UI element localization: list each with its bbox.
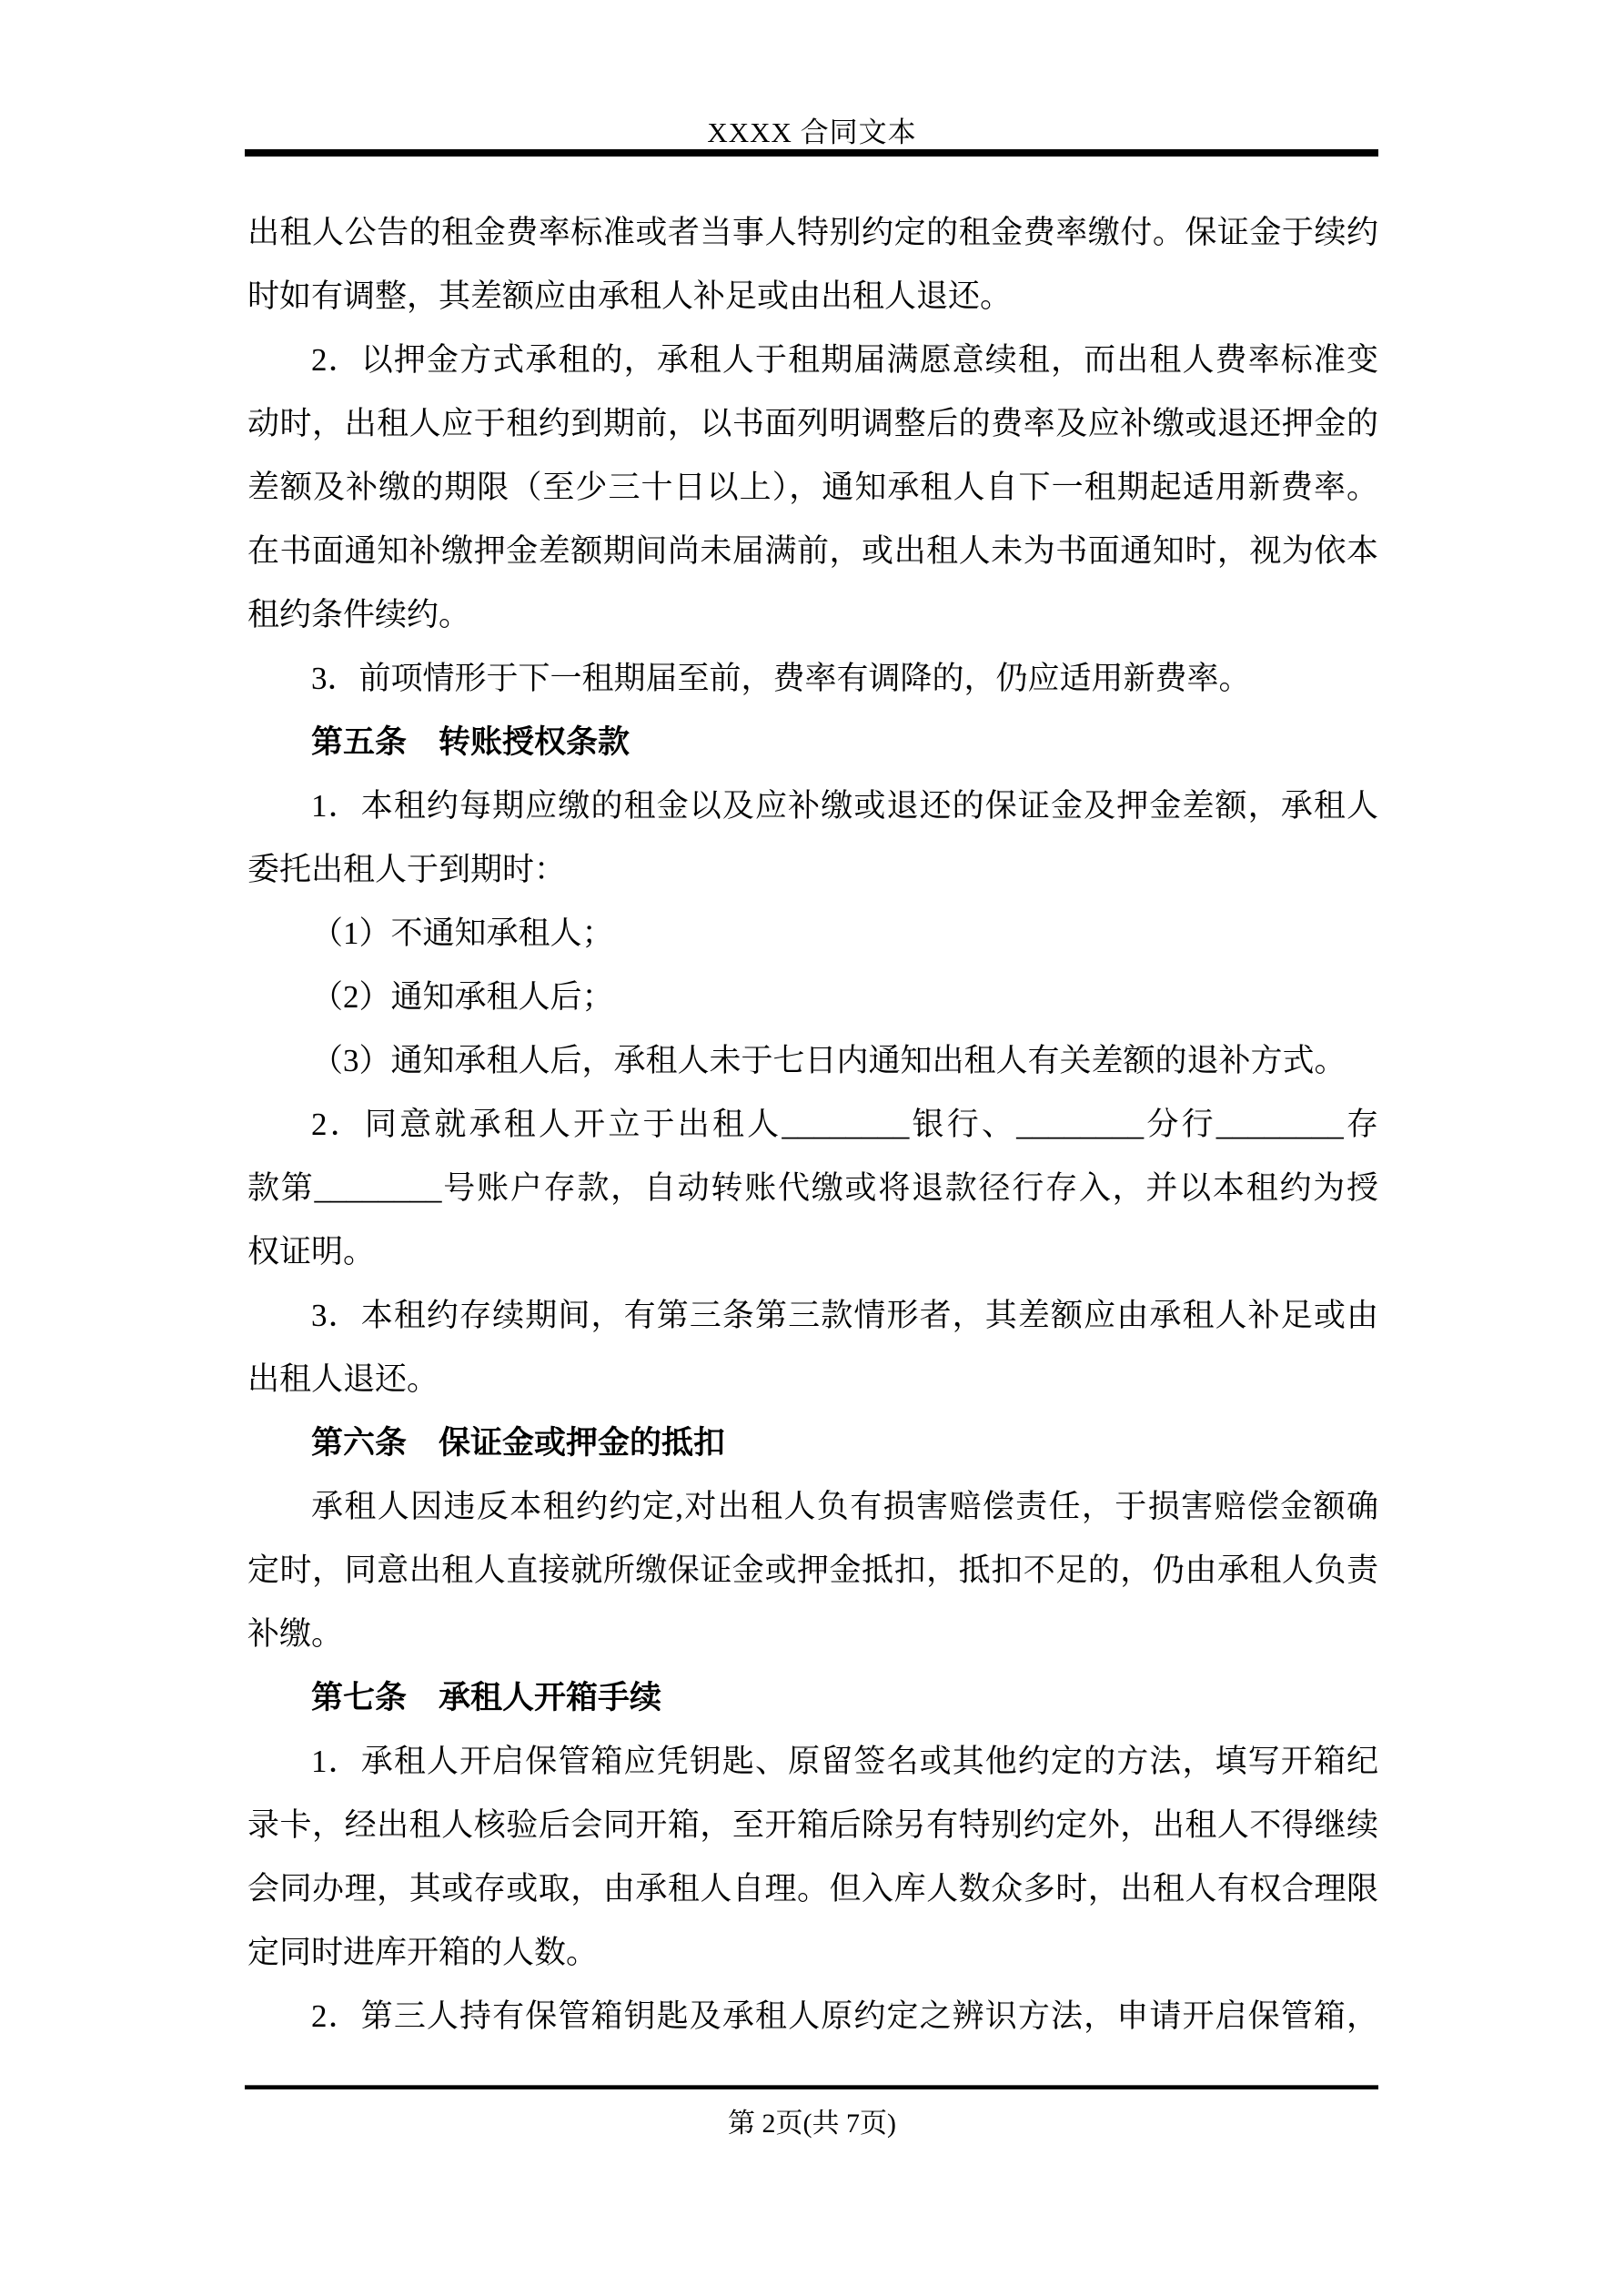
paragraph	[247, 1475, 1378, 1666]
paragraph	[247, 1284, 1378, 1411]
contract-line: 出租人公告的租金费率标准或者当事人特别约定的租金费率缴付。保证金于续约	[247, 215, 1378, 250]
paragraph	[247, 966, 1378, 1029]
article-heading: 第六条 保证金或押金的抵扣	[311, 1425, 726, 1461]
contract-line: 时如有调整，其差额应由承租人补足或由出租人退还。	[247, 278, 1013, 314]
contract-line: 出租人退还。	[247, 1361, 439, 1397]
contract-line: 录卡，经出租人核验后会同开箱，至开箱后除另有特别约定外，出租人不得继续	[247, 1807, 1378, 1843]
article-heading-6	[247, 1411, 1378, 1475]
contract-line: 会同办理，其或存或取，由承租人自理。但入库人数众多时，出租人有权合理限	[247, 1871, 1378, 1907]
contract-line: 款第________号账户存款，自动转账代缴或将退款径行存入，并以本租约为授	[247, 1170, 1378, 1206]
contract-line: 动时，出租人应于租约到期前，以书面列明调整后的费率及应补缴或退还押金的	[247, 406, 1378, 441]
contract-line: 2．以押金方式承租的，承租人于租期届满愿意续租，而出租人费率标准变	[311, 342, 1378, 378]
paragraph	[247, 1985, 1378, 2048]
paragraph	[247, 1730, 1378, 1985]
contract-line: 承租人因违反本租约约定,对出租人负有损害赔偿责任，于损害赔偿金额确	[311, 1489, 1378, 1524]
contract-line: 1．承租人开启保管箱应凭钥匙、原留签名或其他约定的方法，填写开箱纪	[311, 1744, 1378, 1779]
paragraph	[247, 1093, 1378, 1284]
paragraph	[247, 201, 1378, 329]
contract-line: （3）通知承租人后，承租人未于七日内通知出租人有关差额的退补方式。	[311, 1043, 1347, 1078]
contract-line: 定时，同意出租人直接就所缴保证金或押金抵扣，抵扣不足的，仍由承租人负责	[247, 1553, 1378, 1588]
page-number: 第 2页(共 7页)	[728, 2109, 896, 2139]
paragraph	[247, 647, 1378, 711]
contract-line: 补缴。	[247, 1616, 344, 1652]
contract-line: 委托出租人于到期时：	[247, 852, 567, 887]
article-heading: 第五条 转账授权条款	[311, 724, 630, 760]
contract-line: 2．第三人持有保管箱钥匙及承租人原约定之辨识方法，申请开启保管箱，	[311, 1998, 1378, 2034]
paragraph	[247, 329, 1378, 647]
contract-line: 差额及补缴的期限（至少三十日以上），通知承租人自下一租期起适用新费率。	[247, 470, 1378, 505]
contract-line: 2．同意就承租人开立于出租人________银行、________分行________存	[311, 1107, 1378, 1142]
paragraph	[247, 1029, 1378, 1093]
page-header-title: XXXX 合同文本	[707, 116, 917, 148]
paragraph	[247, 774, 1378, 902]
paragraph	[247, 902, 1378, 966]
article-heading-7	[247, 1666, 1378, 1730]
contract-line: 1．本租约每期应缴的租金以及应补缴或退还的保证金及押金差额，承租人	[311, 788, 1378, 824]
contract-body	[247, 201, 1378, 2048]
contract-line: 权证明。	[247, 1234, 376, 1269]
article-heading-5	[247, 711, 1378, 774]
article-heading: 第七条 承租人开箱手续	[311, 1680, 662, 1715]
contract-line: 租约条件续约。	[247, 597, 471, 632]
header-rule	[245, 149, 1378, 157]
contract-line: （1）不通知承租人；	[311, 915, 614, 951]
footer-rule	[245, 2085, 1378, 2089]
contract-line: 定同时进库开箱的人数。	[247, 1935, 599, 1970]
contract-line: 3．本租约存续期间，有第三条第三款情形者，其差额应由承租人补足或由	[311, 1298, 1378, 1333]
contract-line: 3．前项情形于下一租期届至前，费率有调降的，仍应适用新费率。	[311, 661, 1251, 696]
contract-line: 在书面通知补缴押金差额期间尚未届满前，或出租人未为书面通知时，视为依本	[247, 533, 1378, 569]
contract-line: （2）通知承租人后；	[311, 979, 614, 1015]
